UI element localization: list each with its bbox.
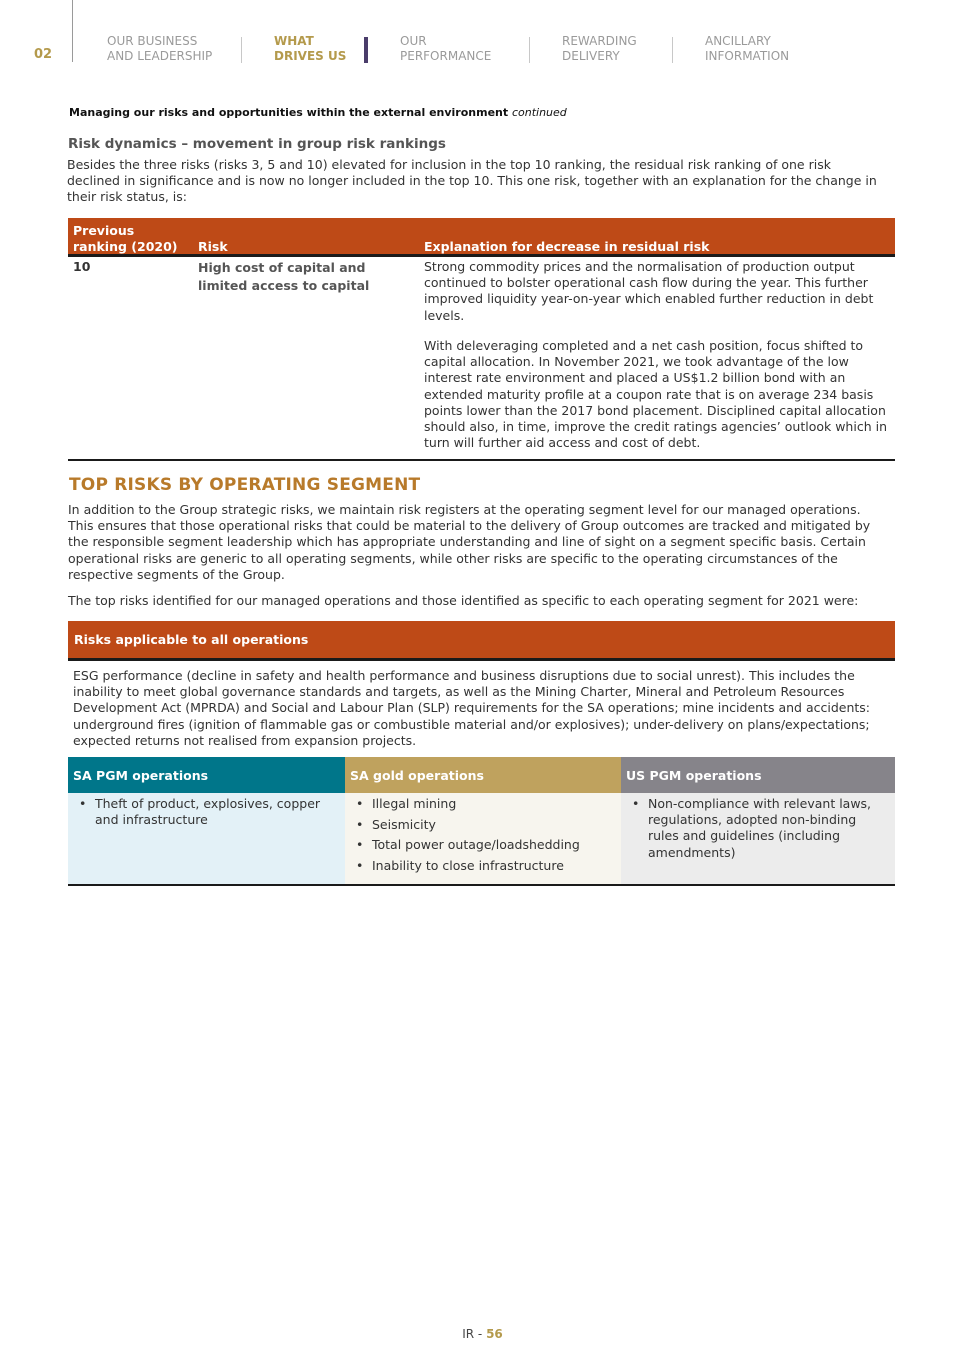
nav-label: DRIVES US (274, 49, 347, 63)
list-item: • Illegal mining (353, 796, 611, 812)
page-footer (0, 1327, 965, 1341)
list-item: • Inability to close infrastructure (353, 858, 611, 874)
nav-label: AND LEADERSHIP (107, 49, 213, 63)
nav-label: ANCILLARY (705, 34, 771, 48)
segment-title: SA PGM operations (73, 768, 209, 783)
top-risks-para1: In addition to the Group strategic risks, we maintain risk registers at the operating segment level for our managed operations. This ensures that those operational risks that could be material to the delivery of Group outcomes are tracked and mitigated by the responsible segment leadership which has appropriate understanding and line of sight on a segment specific basis. Certain operational risks are generic to all operating segments, while other risks are specific to the operating circumstances of the respective segments of the Group. (68, 502, 871, 582)
nav-label: REWARDING (562, 34, 637, 48)
section-heading (69, 106, 567, 119)
segment-table-bottom-rule (68, 884, 895, 886)
top-risks-title: TOP RISKS BY OPERATING SEGMENT (69, 475, 421, 495)
continued-label: continued (511, 106, 567, 119)
col-previous-ranking (73, 223, 178, 255)
list-item: • Theft of product, explosives, copper and infrastructure (76, 796, 335, 828)
segment-header-sa-pgm (68, 757, 345, 793)
nav-our-performance[interactable] (400, 34, 491, 64)
nav-active-indicator (364, 37, 368, 63)
nav-label: OUR (400, 34, 427, 48)
segment-header-us-pgm (621, 757, 895, 793)
header-divider (72, 0, 73, 62)
all-operations-title: Risks applicable to all operations (74, 632, 309, 647)
segment-header-sa-gold (345, 757, 621, 793)
chapter-number: 02 (34, 47, 53, 62)
nav-separator (672, 37, 673, 63)
list-item: • Non-compliance with relevant laws, regulations, adopted non-binding rules and guidelines (including amendments) (629, 796, 885, 861)
nav-label: PERFORMANCE (400, 49, 492, 63)
risk-explanation-p1: Strong commodity prices and the normalisation of production output continued to bolster operational cash flow during the year. This further improved liquidity year-on-year which enabled further reduction in debt levels. (424, 259, 874, 323)
all-operations-text: ESG performance (decline in safety and health performance and business disruptions due to social unrest). This includes the inability to meet global governance standards and targets, as well as the Mining Charter, Mineral and Petroleum Resources Development Act (MPRDA) and Social and Labour Plan (SLP) requirements for the SA operations; mine incidents and accidents: underground fires (ignition of flammable gas or combustible material and/or explosives); under-delivery on plans/expectations; expected returns not realised from expansion projects. (73, 668, 870, 748)
segment-title: SA gold operations (350, 768, 484, 783)
col-explanation: Explanation for decrease in residual risk (424, 239, 710, 254)
segment-title: US PGM operations (626, 768, 762, 783)
nav-label: OUR BUSINESS (107, 34, 198, 48)
top-risks-para2: The top risks identified for our managed operations and those identified as specific to each operating segment for 2021 were: (68, 593, 859, 608)
footer-prefix: IR - (462, 1327, 487, 1341)
list-item: • Total power outage/loadshedding (353, 837, 611, 853)
risk-explanation-p2: With deleveraging completed and a net cash position, focus shifted to capital allocation. In November 2021, we took advantage of the low interest rate environment and placed a US$1.2 billion bond with an extended maturity profile at a coupon rate that is on average 234 basis points lower than the 2017 bond placement. Disciplined capital allocation should also, in time, improve the credit ratings agencies’ outlook which in turn will further aid access and cost of debt. (424, 338, 887, 451)
nav-label: WHAT (274, 34, 314, 48)
risk-dynamics-title: Risk dynamics – movement in group risk rankings (68, 136, 446, 152)
segment-body-sa-gold (345, 793, 621, 884)
nav-our-business[interactable] (107, 34, 212, 64)
section-heading-text: Managing our risks and opportunities within the external environment (69, 106, 509, 119)
page-number: 56 (486, 1327, 503, 1341)
segment-body-us-pgm (621, 793, 895, 884)
nav-label: INFORMATION (705, 49, 790, 63)
col-risk: Risk (198, 239, 228, 254)
nav-separator (241, 37, 242, 63)
risk-table-bottom-rule (68, 459, 895, 461)
col-previous-line1: Previous (73, 223, 135, 238)
segment-risk-list (353, 796, 611, 879)
col-previous-line2: ranking (2020) (73, 239, 178, 254)
risk-name: High cost of capital and limited access to capital (198, 260, 370, 293)
nav-what-drives-us[interactable] (274, 34, 346, 64)
segment-body-sa-pgm (68, 793, 345, 884)
list-item: • Seismicity (353, 817, 611, 833)
segment-risk-list (629, 796, 885, 865)
risk-table-header (68, 218, 895, 257)
risk-ranking: 10 (73, 259, 91, 274)
risk-dynamics-intro: Besides the three risks (risks 3, 5 and 10) elevated for inclusion in the top 10 ranking, the residual risk ranking of one risk declined in significance and is now no longer included in the top 10. This one risk, together with an explanation for the change in their risk status, is: (67, 157, 877, 205)
nav-rewarding-delivery[interactable] (562, 34, 637, 64)
nav-label: DELIVERY (562, 49, 620, 63)
nav-separator (529, 37, 530, 63)
nav-ancillary-information[interactable] (705, 34, 789, 64)
segment-risk-list (76, 796, 335, 833)
all-operations-header (68, 621, 895, 661)
